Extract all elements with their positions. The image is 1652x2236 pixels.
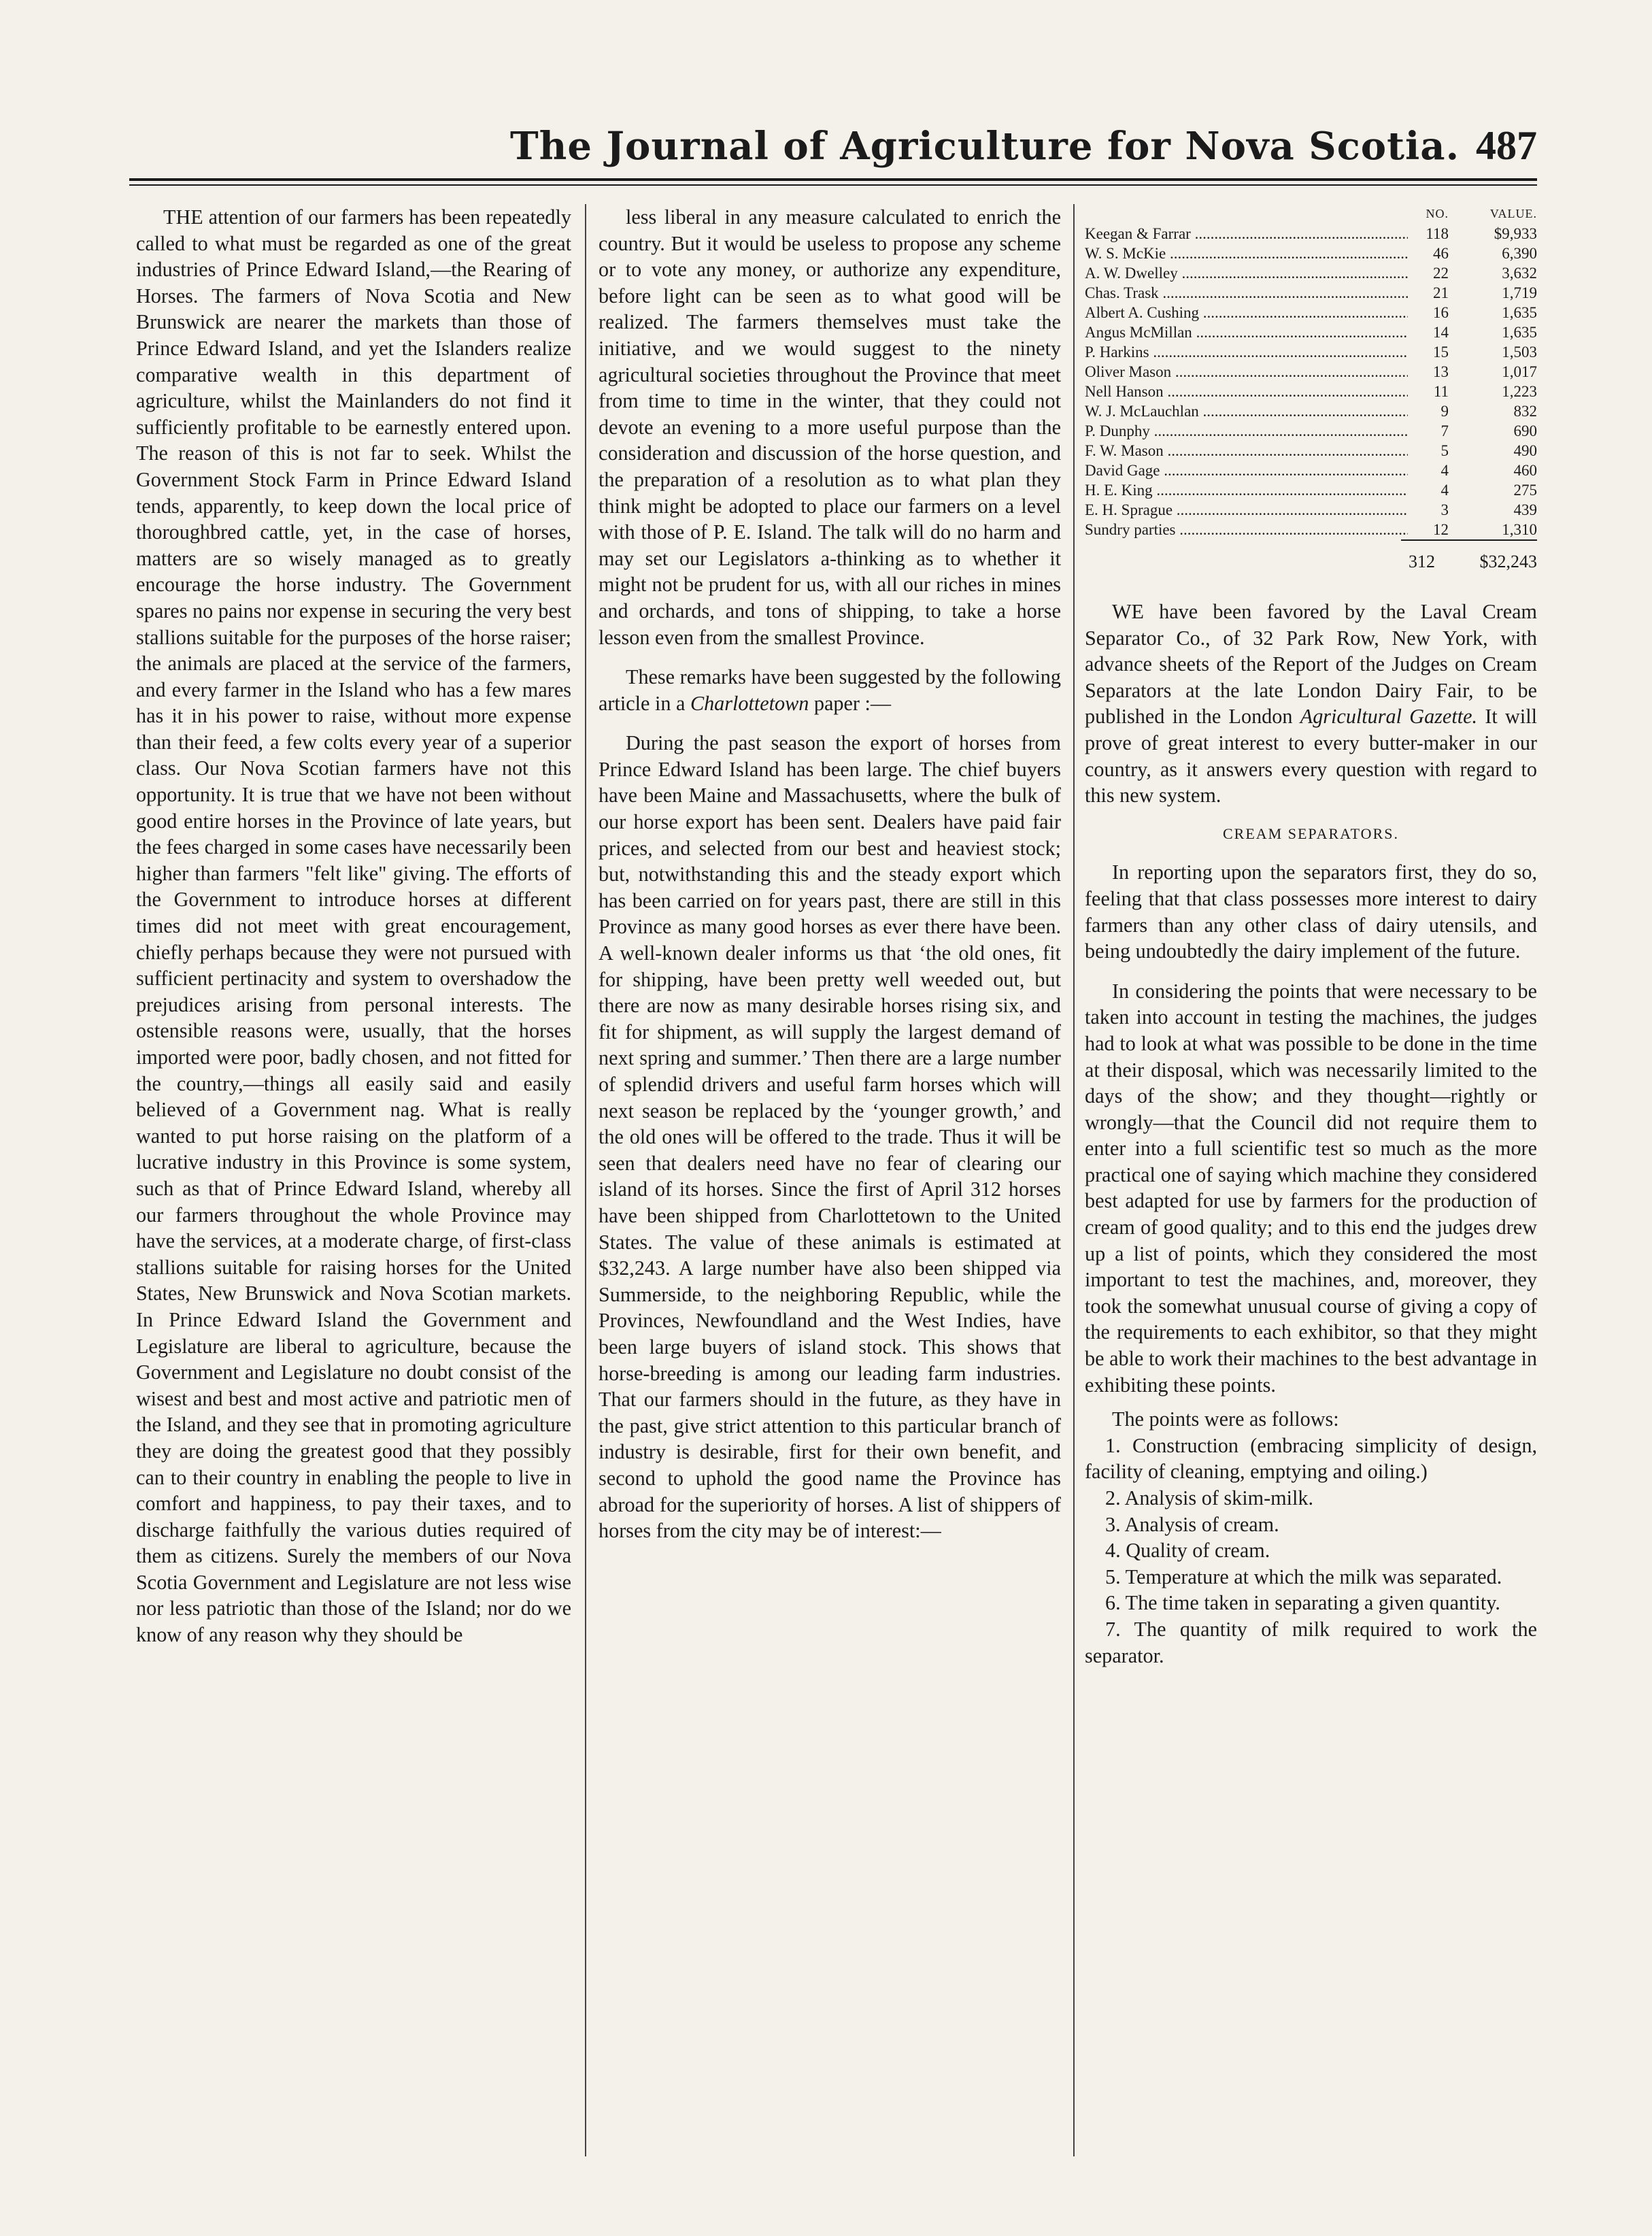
shipper-value: 490 — [1513, 442, 1537, 459]
shipper-name: David Gage ..... — [1085, 461, 1408, 480]
separators-paragraph: In reporting upon the separators first, they do so, feeling that that class possesses more interest to dairy farmers than any other class of dairy utensils, and being undoubtedly the dairy implement of the future. — [1085, 861, 1537, 963]
gazette-name: Agricultural Gazette. — [1300, 705, 1478, 729]
shipper-name: Angus McMillan ..... — [1085, 322, 1408, 342]
shipper-name: H. E. King ..... — [1085, 480, 1408, 500]
point-item: 6. The time taken in separating a given quantity. — [1105, 1591, 1500, 1615]
remarks-text-end: paper :— — [809, 691, 892, 715]
shipper-value: 1,223 — [1502, 383, 1537, 400]
points-list — [1085, 1433, 1537, 1669]
export-article-paragraph: During the past season the export of horses from Prince Edward Island has been large. The chief buyers have been Maine and Massachusetts, where the bulk of our horse export has been sent. Dealers have paid fair prices, and selected from our best and heaviest stock; but, notwithstanding this and the steady export which has been carried on for years past, there are still in this Province as many good horses as ever there have been. A well-known dealer informs us that ‘the old ones, fit for shipping, have been pretty well weeded out, but there are now as many desirable horses rising six, and fit for shipment, as will supply the largest demand of next spring and summer.’ Then there are a large number of splendid drivers and useful farm horses which will next season be replaced by the ‘younger growth,’ and the old ones will be offered to the trade. Thus it will be seen that dealers need have no fear of clearing our island of its horses. Since the first of April 312 horses have been shipped from Charlottetown to the United States. The value of these animals is estimated at $32,243. A large number have also been shipped via Summerside, to the neighboring Republic, while the Provinces, Newfoundland and the West Indies, have been large buyers of island stock. This shows that horse-breeding is among our leading farm industries. That our farmers should in the future, as they have in the past, give strict attention to this particular branch of industry is desirable, first for their own benefit, and second to uphold the good name the Province has abroad for the superiority of horses. A list of shippers of horses from the city may be of interest:— — [599, 731, 1061, 1543]
considering-paragraph: In considering the points that were necessary to be taken into account in testing the machines, the judges had to look at what was possible to be done in the time at their disposal, which was necessarily limited to the days of the show; and they thought—rightly or wrongly—that the Council did not require them to enter into a full scientific test so much as the more practical one of saying which machine they considered best adapted for use by farmers for the production of cream of good quality; and to this end the judges drew up a list of points, which they considered the most important to test the machines, and, moreover, they took the somewhat unusual course of giving a copy of the requirements to each exhibitor, so that they might be able to work their machines to the best advantage in exhibiting these points. — [1085, 979, 1537, 1397]
table-header — [1085, 204, 1537, 224]
shipper-name: Oliver Mason ..... — [1085, 362, 1408, 382]
shipper-name: W. J. McLauchlan ..... — [1085, 401, 1408, 421]
shipper-value: 439 — [1513, 501, 1537, 518]
shipper-value: 1,017 — [1502, 363, 1537, 380]
shipper-value: 3,632 — [1502, 265, 1537, 282]
shipper-name: Sundry parties ..... — [1085, 520, 1408, 539]
header-value: VALUE. — [1489, 207, 1537, 220]
point-item: 1. Construction (embracing simplicity of design, facility of cleaning, emptying and oiling.) — [1085, 1433, 1537, 1484]
newspaper-name: Charlottetown — [690, 691, 809, 715]
table-row — [1085, 342, 1537, 362]
shipper-value: 832 — [1513, 403, 1537, 420]
shipper-name: P. Dunphy ..... — [1085, 421, 1408, 441]
page-number: 487 — [1476, 123, 1537, 168]
column-2 — [599, 204, 1061, 2177]
shipper-name: F. W. Mason ..... — [1085, 441, 1408, 461]
total-no: 312 — [1409, 552, 1435, 571]
table-row — [1085, 461, 1537, 480]
shipper-name: Chas. Trask ..... — [1085, 283, 1408, 303]
shipper-count: 12 — [1433, 521, 1449, 538]
point-item: 5. Temperature at which the milk was separated. — [1105, 1565, 1502, 1588]
section-heading: CREAM SEPARATORS. — [1223, 824, 1399, 842]
table-row — [1085, 283, 1537, 303]
shipper-value: 1,503 — [1502, 344, 1537, 361]
journal-title: The Journal of Agriculture for Nova Scotia. — [510, 124, 1460, 169]
column-divider-2 — [1073, 204, 1075, 2156]
point-item: 7. The quantity of milk required to work the separator. — [1085, 1617, 1537, 1667]
column-divider-1 — [585, 204, 586, 2156]
column-3 — [1085, 204, 1537, 2177]
table-row — [1085, 303, 1537, 322]
laval-text-end: It will prove of great interest to every butter-maker in our country, as it answers every question with regard to this new system. — [1085, 705, 1537, 807]
shipper-count: 5 — [1440, 442, 1449, 459]
shipper-value: 6,390 — [1502, 245, 1537, 262]
shipper-name: Albert A. Cushing ..... — [1085, 303, 1408, 322]
remarks-text: These remarks have been suggested by the following article in a — [599, 665, 1061, 715]
remarks-paragraph — [599, 664, 1061, 716]
table-row — [1085, 421, 1537, 441]
laval-paragraph — [1085, 599, 1537, 809]
point-item: 2. Analysis of skim-milk. — [1105, 1486, 1314, 1509]
shipper-value: 275 — [1513, 482, 1537, 499]
shipper-count: 9 — [1440, 403, 1449, 420]
table-row — [1085, 401, 1537, 421]
page-header — [129, 121, 1537, 176]
table-row — [1085, 480, 1537, 500]
shipper-name: A. W. Dwelley ..... — [1085, 263, 1408, 283]
shipper-count: 118 — [1426, 225, 1449, 242]
header-rule-thin — [129, 184, 1537, 186]
shipper-count: 7 — [1440, 422, 1449, 439]
table-rows — [1085, 224, 1537, 539]
table-row — [1085, 362, 1537, 382]
shipper-name: Keegan & Farrar ..... — [1085, 224, 1408, 244]
shippers-table — [1085, 204, 1537, 571]
shipper-count: 4 — [1440, 482, 1449, 499]
table-row — [1085, 520, 1537, 539]
shipper-value: 1,310 — [1502, 521, 1537, 538]
shipper-name: Nell Hanson ..... — [1085, 382, 1408, 401]
table-row — [1085, 382, 1537, 401]
total-value: $32,243 — [1479, 552, 1537, 571]
table-row — [1085, 244, 1537, 263]
total-rule — [1401, 539, 1537, 541]
shipper-value: 460 — [1513, 462, 1537, 479]
shipper-name: W. S. McKie ..... — [1085, 244, 1408, 263]
shipper-count: 3 — [1440, 501, 1449, 518]
shipper-value: 690 — [1513, 422, 1537, 439]
shipper-value: 1,635 — [1502, 304, 1537, 321]
shipper-name: E. H. Sprague ..... — [1085, 500, 1408, 520]
shipper-value: $9,933 — [1494, 225, 1537, 242]
points-intro: The points were as follows: — [1112, 1407, 1339, 1431]
shipper-count: 4 — [1440, 462, 1449, 479]
column-1 — [136, 204, 571, 2177]
table-row — [1085, 263, 1537, 283]
table-row — [1085, 441, 1537, 461]
shipper-value: 1,719 — [1502, 284, 1537, 301]
shipper-count: 21 — [1433, 284, 1449, 301]
table-total — [1085, 548, 1537, 571]
header-rule-thick — [129, 178, 1537, 181]
shipper-count: 16 — [1433, 304, 1449, 321]
shipper-count: 22 — [1433, 265, 1449, 282]
shipper-name: P. Harkins ..... — [1085, 342, 1408, 362]
shipper-value: 1,635 — [1502, 324, 1537, 341]
point-item: 4. Quality of cream. — [1105, 1539, 1270, 1563]
table-row — [1085, 322, 1537, 342]
shipper-count: 13 — [1433, 363, 1449, 380]
point-item: 3. Analysis of cream. — [1105, 1512, 1279, 1536]
table-row — [1085, 224, 1537, 244]
laval-text: WE have been favored by the Laval Cream Separator Co., of 32 Park Row, New York, with advance sheets of the Report of the Judges on Cream Separators at the late London Dairy Fair, to be published in the London — [1085, 600, 1537, 729]
horse-question-paragraph: less liberal in any measure calculated to enrich the country. But it would be useless to propose any scheme or to vote any money, or authorize any expenditure, before light can be seen as to what good will be realized. The farmers themselves must take the initiative, and we would suggest to the ninety agricultural societies throughout the Province that meet from time to time in the winter, that they could not devote an evening to a more useful purpose than the consideration and discussion of the horse question, and the preparation of a resolution as to what plan they think might be adopted to place our farmers on a level with those of P. E. Island. The talk will do no harm and may set our Legislators a-thinking as to whether it might not be prudent for us, with all our riches in mines and orchards, and tons of shipping, to take a horse lesson even from the smallest Province. — [599, 205, 1061, 649]
shipper-count: 46 — [1433, 245, 1449, 262]
header-no: NO. — [1426, 207, 1449, 220]
shipper-count: 11 — [1433, 383, 1449, 400]
shipper-count: 15 — [1433, 344, 1449, 361]
table-row — [1085, 500, 1537, 520]
shipper-count: 14 — [1433, 324, 1449, 341]
horse-rearing-paragraph: THE attention of our farmers has been repeatedly called to what must be regarded as one of the great industries of Prince Edward Island,—the Rearing of Horses. The farmers of Nova Scotia and New Brunswick are nearer the markets than those of Prince Edward Island, and yet the Islanders realize comparative wealth in this department of agriculture, whilst the Mainlanders do not find it sufficiently profitable to be earnestly entered upon. The reason of this is not far to seek. Whilst the Government Stock Farm in Prince Edward Island tends, apparently, to keep down the local price of thoroughbred cattle, yet, in the case of horses, matters are so wisely managed as to greatly encourage the horse industry. The Government spares no pains nor expense in securing the very best stallions suitable for the purposes of the horse raiser; the animals are placed at the service of the farmers, and every farmer in the Island who has a few mares has it in his power to raise, without more expense than their feed, a few colts every year of a superior class. Our Nova Scotian farmers have not this opportunity. It is true that we have not been without good entire horses in the Province of late years, but the fees charged in some cases have necessarily been higher than farmers "felt like" giving. The efforts of the Government to introduce horses at different times did not meet with great encouragement, chiefly perhaps because they were not pursued with sufficient pertinacity and system to overshadow the prejudices arising from personal interests. The ostensible reasons were, usually, that the horses imported were poor, badly chosen, and not fitted for the country,—things all easily said and easily believed of a Government nag. What is really wanted to put horse raising on the platform of a lucrative industry in this Province is some system, such as that of Prince Edward Island, whereby all our farmers throughout the whole Province may have the services, at a moderate charge, of first-class stallions suitable for raising horses for the United States, New Brunswick and Nova Scotian markets. In Prince Edward Island the Government and Legislature are liberal to agriculture, because the Government and Legislature no doubt consist of the wisest and best and most active and patriotic men of the Island, and they see that in promoting agriculture they are doing the greatest good that they possibly can to their country in enabling the people to live in comfort and happiness, to pay their taxes, and to discharge faithfully the various duties required of them as citizens. Surely the members of our Nova Scotia Government and Legislature are not less wise nor less patriotic than those of the Island; nor do we know of any reason why they should be — [136, 205, 571, 1647]
